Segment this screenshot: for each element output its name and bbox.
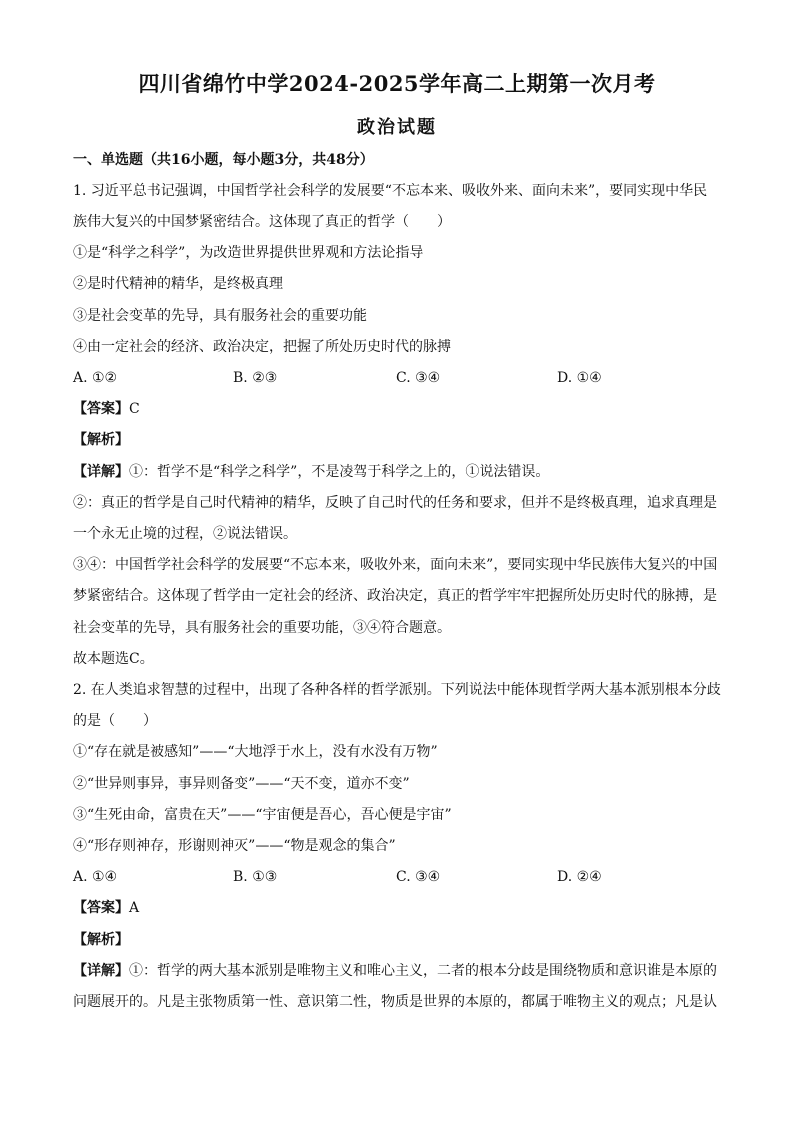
section-heading: 一、单选题（共16小题，每小题3分，共48分） — [73, 152, 374, 168]
q1-item-2: ②是时代精神的精华，是终极真理 — [73, 276, 283, 292]
q1-analysis-tag: 【解析】 — [73, 432, 129, 448]
q2-option-a: A. ①④ — [73, 869, 118, 885]
q2-detail-line-1 — [73, 961, 723, 981]
q1-option-c: C. ③④ — [396, 370, 441, 386]
q1-detail-line-7: 故本题选C。 — [73, 651, 154, 667]
q1-option-a: A. ①② — [73, 370, 118, 386]
q1-detail-line-4: ③④：中国哲学社会科学的发展要“不忘本来，吸收外来，面向未来”，要同实现中华民族伟大复兴的中国 — [73, 557, 718, 573]
q1-option-d: D. ①④ — [557, 370, 602, 386]
q2-option-d: D. ②④ — [557, 869, 602, 885]
q1-item-4: ④由一定社会的经济、政治决定，把握了所处历史时代的脉搏 — [73, 339, 451, 355]
q1-detail-tag: 【详解】 — [73, 464, 129, 480]
q2-item-3: ③“生死由命，富贵在天”——“宇宙便是吾心，吾心便是宇宙” — [73, 807, 452, 823]
q2-stem-line-2: 的是（ ） — [73, 713, 157, 729]
q1-stem-line-2: 族伟大复兴的中国梦紧密结合。这体现了真正的哲学（ ） — [73, 214, 451, 230]
q1-answer-value: C — [129, 401, 140, 417]
q1-detail-text-1: ①：哲学不是“科学之科学”，不是凌驾于科学之上的，①说法错误。 — [129, 464, 550, 480]
q1-answer-tag: 【答案】 — [73, 401, 129, 417]
q1-detail-line-5: 梦紧密结合。这体现了哲学由一定社会的经济、政治决定，真正的哲学牢牢把握所处历史时代的脉搏，是 — [73, 588, 717, 604]
q1-answer — [73, 399, 723, 419]
q1-item-1: ①是“科学之科学”，为改造世界提供世界观和方法论指导 — [73, 245, 424, 261]
q1-stem-line-1: 1. 习近平总书记强调，中国哲学社会科学的发展要“不忘本来、吸收外来、面向未来”，要同实现中华民 — [73, 183, 708, 199]
q2-answer-tag: 【答案】 — [73, 900, 129, 916]
q1-detail-line-2: ②：真正的哲学是自己时代精神的精华，反映了自己时代的任务和要求，但并不是终极真理，追求真理是 — [73, 495, 717, 511]
q1-option-b: B. ②③ — [233, 370, 278, 386]
q2-option-b: B. ①③ — [233, 869, 278, 885]
q2-detail-text-1: ①：哲学的两大基本派别是唯物主义和唯心主义，二者的根本分歧是围绕物质和意识谁是本原的 — [129, 963, 717, 979]
q2-answer-value: A — [129, 900, 140, 916]
q1-detail-line-3: 一个永无止境的过程，②说法错误。 — [73, 526, 297, 542]
q2-item-4: ④“形存则神存，形谢则神灭”——“物是观念的集合” — [73, 838, 396, 854]
q2-stem-line-1: 2. 在人类追求智慧的过程中，出现了各种各样的哲学派别。下列说法中能体现哲学两大基本派别根本分歧 — [73, 682, 721, 698]
document-title: 四川省绵竹中学2024-2025学年高二上期第一次月考 — [138, 71, 656, 96]
q2-detail-line-2: 问题展开的。凡是主张物质第一性、意识第二性，物质是世界的本原的，都属于唯物主义的观点；凡是认 — [73, 994, 717, 1010]
q2-item-2: ②“世异则事异，事异则备变”——“天不变，道亦不变” — [73, 776, 410, 792]
q1-detail-line-6: 社会变革的先导，具有服务社会的重要功能，③④符合题意。 — [73, 620, 451, 636]
q2-detail-tag: 【详解】 — [73, 963, 129, 979]
document-subtitle: 政治试题 — [357, 117, 437, 138]
q1-detail-line-1 — [73, 462, 723, 482]
q2-answer — [73, 898, 723, 918]
q2-option-c: C. ③④ — [396, 869, 441, 885]
q2-analysis-tag: 【解析】 — [73, 932, 129, 948]
q1-item-3: ③是社会变革的先导，具有服务社会的重要功能 — [73, 308, 367, 324]
q2-item-1: ①“存在就是被感知”——“大地浮于水上，没有水没有万物” — [73, 744, 438, 760]
